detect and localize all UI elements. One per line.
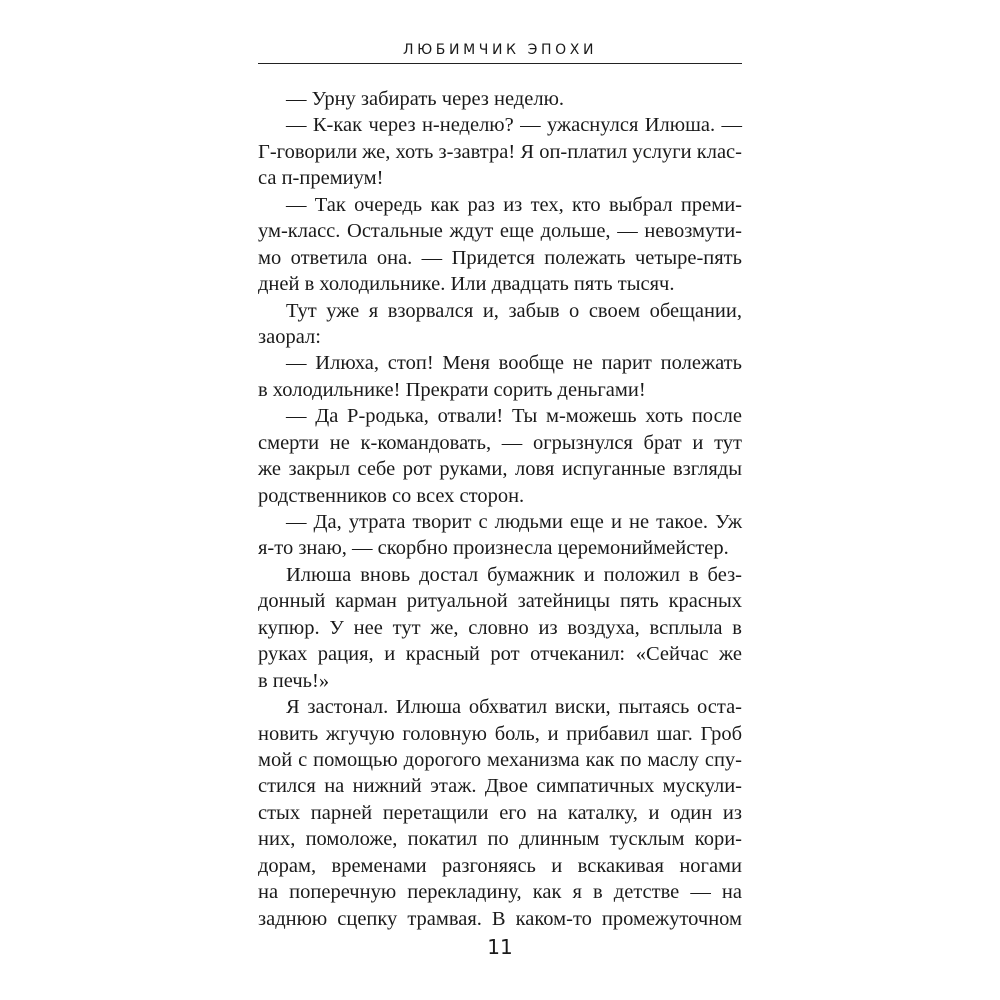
page-number: 11 xyxy=(487,935,513,959)
text-line: дорам, временами разгоняясь и вскакивая ногами xyxy=(258,854,742,877)
body-text xyxy=(258,86,742,932)
text-line: заднюю сцепку трамвая. В каком-то промежуточном xyxy=(258,907,742,930)
text-line: купюр. У нее тут же, словно из воздуха, всплыла в xyxy=(258,616,742,639)
text-line: я-то знаю, — скорбно произнесла церемониймейстер. xyxy=(258,537,729,560)
text-line: в печь!» xyxy=(258,669,330,692)
text-line: Илюша вновь достал бумажник и положил в без- xyxy=(286,563,742,586)
text-line: ум-класс. Остальные ждут еще дольше, — невозмути- xyxy=(258,220,742,243)
text-line: стился на нижний этаж. Двое симпатичных мускули- xyxy=(258,775,742,798)
text-line: Г-говорили же, хоть з-завтра! Я оп-платил услуги клас- xyxy=(258,140,742,163)
header-divider xyxy=(258,63,742,64)
text-line: на поперечную перекладину, как я в детстве — на xyxy=(258,881,742,904)
running-header-title: ЛЮБИМЧИК ЭПОХИ xyxy=(402,42,598,58)
text-line: мо ответила она. — Придется полежать четыре-пять xyxy=(258,246,742,269)
text-line: Я застонал. Илюша обхватил виски, пытаясь оста- xyxy=(286,696,742,719)
text-line: заорал: xyxy=(258,325,321,348)
text-line: стых парней перетащили его на каталку, и один из xyxy=(258,801,742,824)
text-line: Тут уже я взорвался и, забыв о своем обещании, xyxy=(286,299,742,322)
text-line: — К-как через н-неделю? — ужаснулся Илюша. — xyxy=(286,114,742,137)
text-line: — Урну забирать через неделю. xyxy=(286,88,565,110)
text-line: смерти не к-командовать, — огрызнулся брат и тут xyxy=(258,431,742,454)
text-line: них, помоложе, покатил по длинным тусклым кори- xyxy=(258,828,742,851)
text-line: новить жгучую головную боль, и прибавил шаг. Гроб xyxy=(258,722,742,745)
text-line: же закрыл себе рот руками, ловя испуганные взгляды xyxy=(258,458,742,481)
text-line: в холодильнике! Прекрати сорить деньгами! xyxy=(258,378,646,401)
text-line: мой с помощью дорогого механизма как по маслу спу- xyxy=(258,748,742,771)
text-line: руках рация, и красный рот отчеканил: «Сейчас же xyxy=(258,643,742,666)
text-line: — Да, утрата творит с людьми еще и не такое. Уж xyxy=(286,511,742,533)
text-line: донный карман ритуальной затейницы пять красных xyxy=(258,590,742,613)
text-line: — Да Р-родька, отвали! Ты м-можешь хоть после xyxy=(286,405,742,428)
text-line: са п-премиум! xyxy=(258,167,384,190)
text-line: — Илюха, стоп! Меня вообще не парит полежать xyxy=(286,352,742,375)
text-line: дней в холодильнике. Или двадцать пять тысяч. xyxy=(258,273,675,296)
text-line: родственников со всех сторон. xyxy=(258,484,525,507)
text-line: — Так очередь как раз из тех, кто выбрал преми- xyxy=(286,193,742,216)
